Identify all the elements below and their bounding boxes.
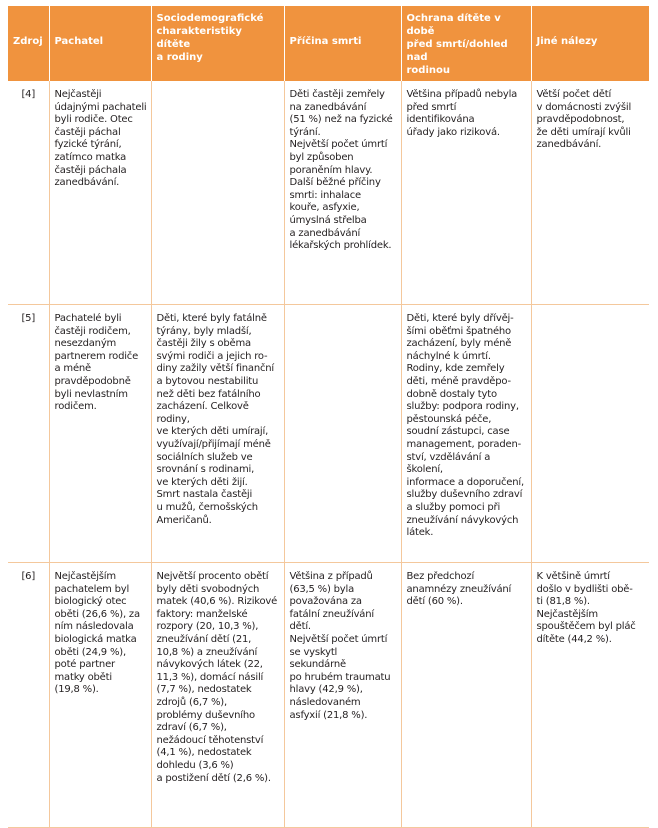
header-perpetrator: Pachatel	[49, 6, 151, 81]
other-findings-cell: Větší počet dětí v domácnosti zvýšil pravděpodobnost, že děti umírají kvůli zanedbávání.	[531, 81, 649, 305]
protection-cell: Bez předchozí anamnézy zneužívání dětí (60 %).	[401, 563, 531, 828]
protection-cell: Děti, které byly dřívěj- šími oběťmi špatného zacházení, byly méně náchylné k úmrtí. Rodiny, kde zemřely děti, méně pravděpo- dobně dostaly tyto služby: podpora rodiny, pěstounská péče, soudní zástupci, case management, poraden- ství, vzdělávání a školení, informace a doporučení, služby duševního zdraví a služby pomoci při zneužívání návykových látek.	[401, 305, 531, 563]
source-cell: [6]	[8, 563, 49, 828]
table-row	[8, 563, 649, 828]
perpetrator-cell: Pachatelé byli častěji rodičem, nesezdaným partnerem rodiče a méně pravděpodobně byli nevlastním rodičem.	[49, 305, 151, 563]
cause-cell	[284, 305, 401, 563]
header-child-protection: Ochrana dítěte v době před smrtí/dohled nad rodinou	[401, 6, 531, 81]
perpetrator-cell: Nejčastějším pachatelem byl biologický otec oběti (26,6 %), za ním následovala biologická matka oběti (24,9 %), poté partner matky oběti (19,8 %).	[49, 563, 151, 828]
perpetrator-cell: Nejčastěji údajnými pachateli byli rodiče. Otec častěji páchal fyzické týrání, zatímco matka častěji páchala zanedbávání.	[49, 81, 151, 305]
header-sociodemographic: Sociodemografické charakteristiky dítěte a rodiny	[151, 6, 284, 81]
table-header-row	[8, 6, 649, 81]
header-other-findings: Jiné nálezy	[531, 6, 649, 81]
table-row	[8, 305, 649, 563]
cause-cell: Děti častěji zemřely na zanedbávání (51 %) než na fyzické týrání. Největší počet úmrtí byl způsoben poraněním hlavy. Další běžné příčiny smrti: inhalace kouře, asfyxie, úmyslná střelba a zanedbávání lékařských prohlídek.	[284, 81, 401, 305]
source-cell: [4]	[8, 81, 49, 305]
cause-cell: Většina z případů (63,5 %) byla považována za fatální zneužívání dětí. Největší počet úmrtí se vyskytl sekundárně po hrubém traumatu hlavy (42,9 %), následovaném asfyxií (21,8 %).	[284, 563, 401, 828]
other-findings-cell: K většině úmrtí došlo v bydlišti obě- ti (81,8 %). Nejčastějším spouštěčem byl pláč dítěte (44,2 %).	[531, 563, 649, 828]
source-cell: [5]	[8, 305, 49, 563]
sociodemographic-cell	[151, 81, 284, 305]
header-cause-of-death: Příčina smrti	[284, 6, 401, 81]
sociodemographic-cell: Největší procento obětí byly děti svobodných matek (40,6 %). Rizikové faktory: manželské rozpory (20, 10,3 %), zneužívání dětí (21, 10,8 %) a zneužívání návykových látek (22, 11,3 %), domácí násilí (7,7 %), nedostatek zdrojů (6,7 %), problémy duševního zdraví (6,7 %), nežádoucí těhotenství (4,1 %), nedostatek dohledu (3,6 %) a postižení dětí (2,6 %).	[151, 563, 284, 828]
header-source: Zdroj	[8, 6, 49, 81]
findings-table	[8, 6, 649, 828]
sociodemographic-cell: Děti, které byly fatálně týrány, byly mladší, častěji žily s oběma svými rodiči a jejich ro- diny zažily větší finanční a bytovou nestabilitu než děti bez fatálního zacházení. Celkově rodiny, ve kterých děti umírají, využívají/přijímají méně sociálních služeb ve srovnání s rodinami, ve kterých děti žijí. Smrt nastala častěji u mužů, černošských Američanů.	[151, 305, 284, 563]
protection-cell: Většina případů nebyla před smrtí identifikována úřady jako riziková.	[401, 81, 531, 305]
table-row	[8, 81, 649, 305]
other-findings-cell	[531, 305, 649, 563]
